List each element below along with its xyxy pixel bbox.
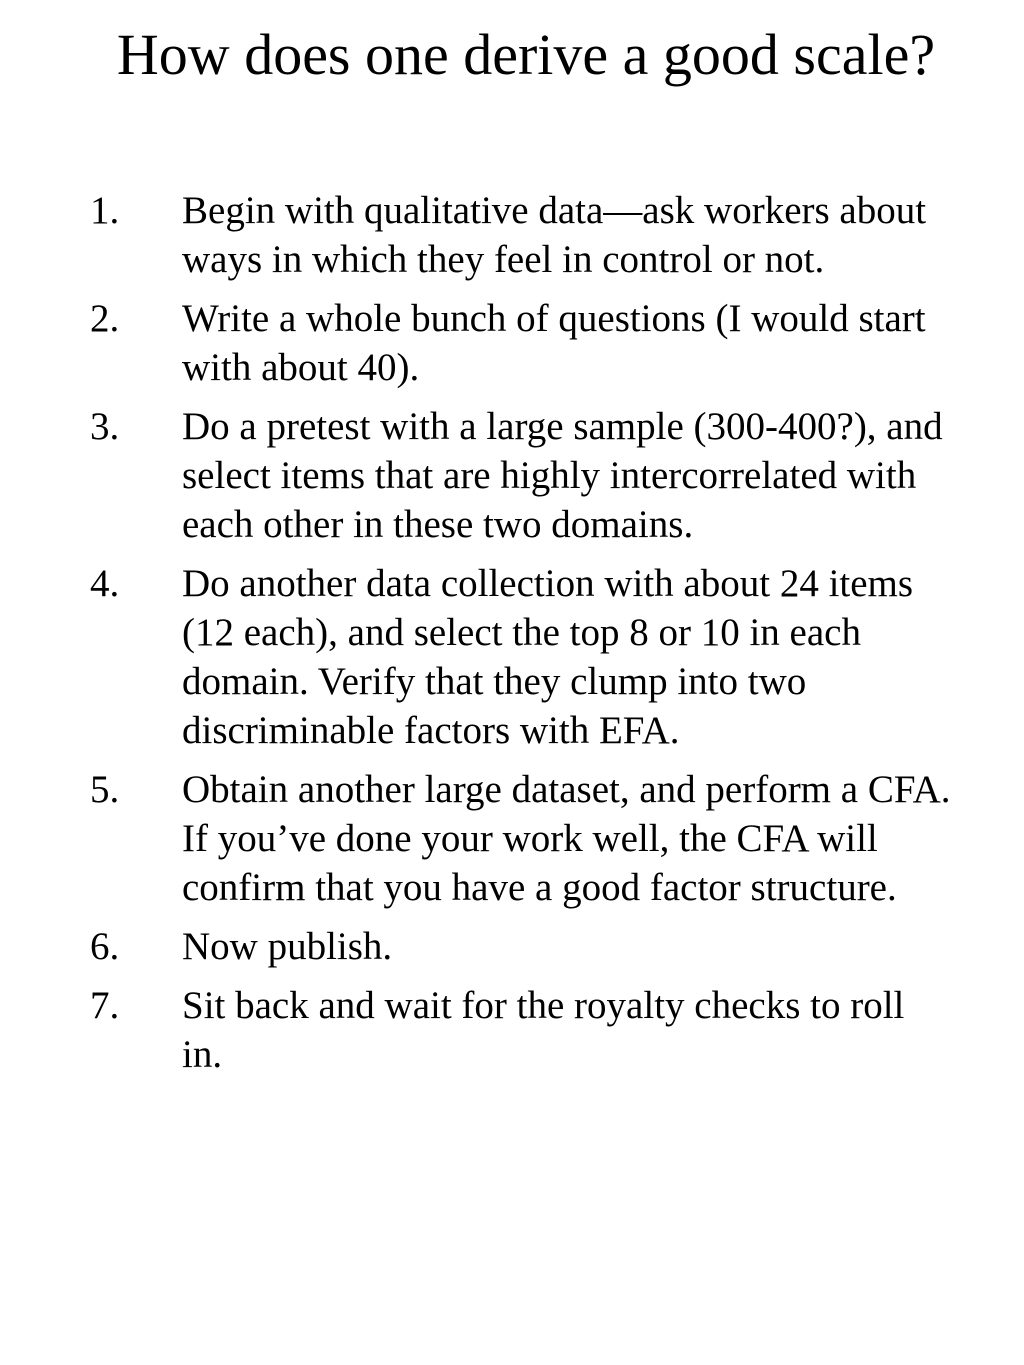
list-item	[0, 559, 1024, 755]
list-item	[0, 765, 1024, 912]
list-item-number: 4.	[90, 562, 120, 605]
list-item-text: Do a pretest with a large sample (300-400?), and select items that are highly intercorrelated with each other in these two domains.	[182, 405, 943, 546]
list-item-text: Sit back and wait for the royalty checks to roll in.	[182, 984, 905, 1076]
list-item	[0, 186, 1024, 284]
list-item-number: 1.	[90, 189, 120, 232]
steps-list	[0, 186, 1024, 1089]
list-item-text: Do another data collection with about 24 items (12 each), and select the top 8 or 10 in each domain. Verify that they clump into two discriminable factors with EFA.	[182, 562, 914, 752]
list-item-number: 7.	[90, 984, 120, 1027]
list-item	[0, 294, 1024, 392]
list-item-number: 2.	[90, 297, 120, 340]
list-item	[0, 922, 1024, 971]
list-item-number: 3.	[90, 405, 120, 448]
list-item-number: 6.	[90, 925, 120, 968]
list-item-text: Write a whole bunch of questions (I would start with about 40).	[182, 297, 926, 389]
list-item-text: Now publish.	[182, 925, 393, 968]
list-item	[0, 981, 1024, 1079]
list-item-text: Obtain another large dataset, and perform a CFA. If you’ve done your work well, the CFA will confirm that you have a good factor structure.	[182, 768, 951, 909]
list-item-number: 5.	[90, 768, 120, 811]
slide-title: How does one derive a good scale?	[116, 22, 936, 87]
list-item	[0, 402, 1024, 549]
list-item-text: Begin with qualitative data—ask workers about ways in which they feel in control or not.	[182, 189, 927, 281]
